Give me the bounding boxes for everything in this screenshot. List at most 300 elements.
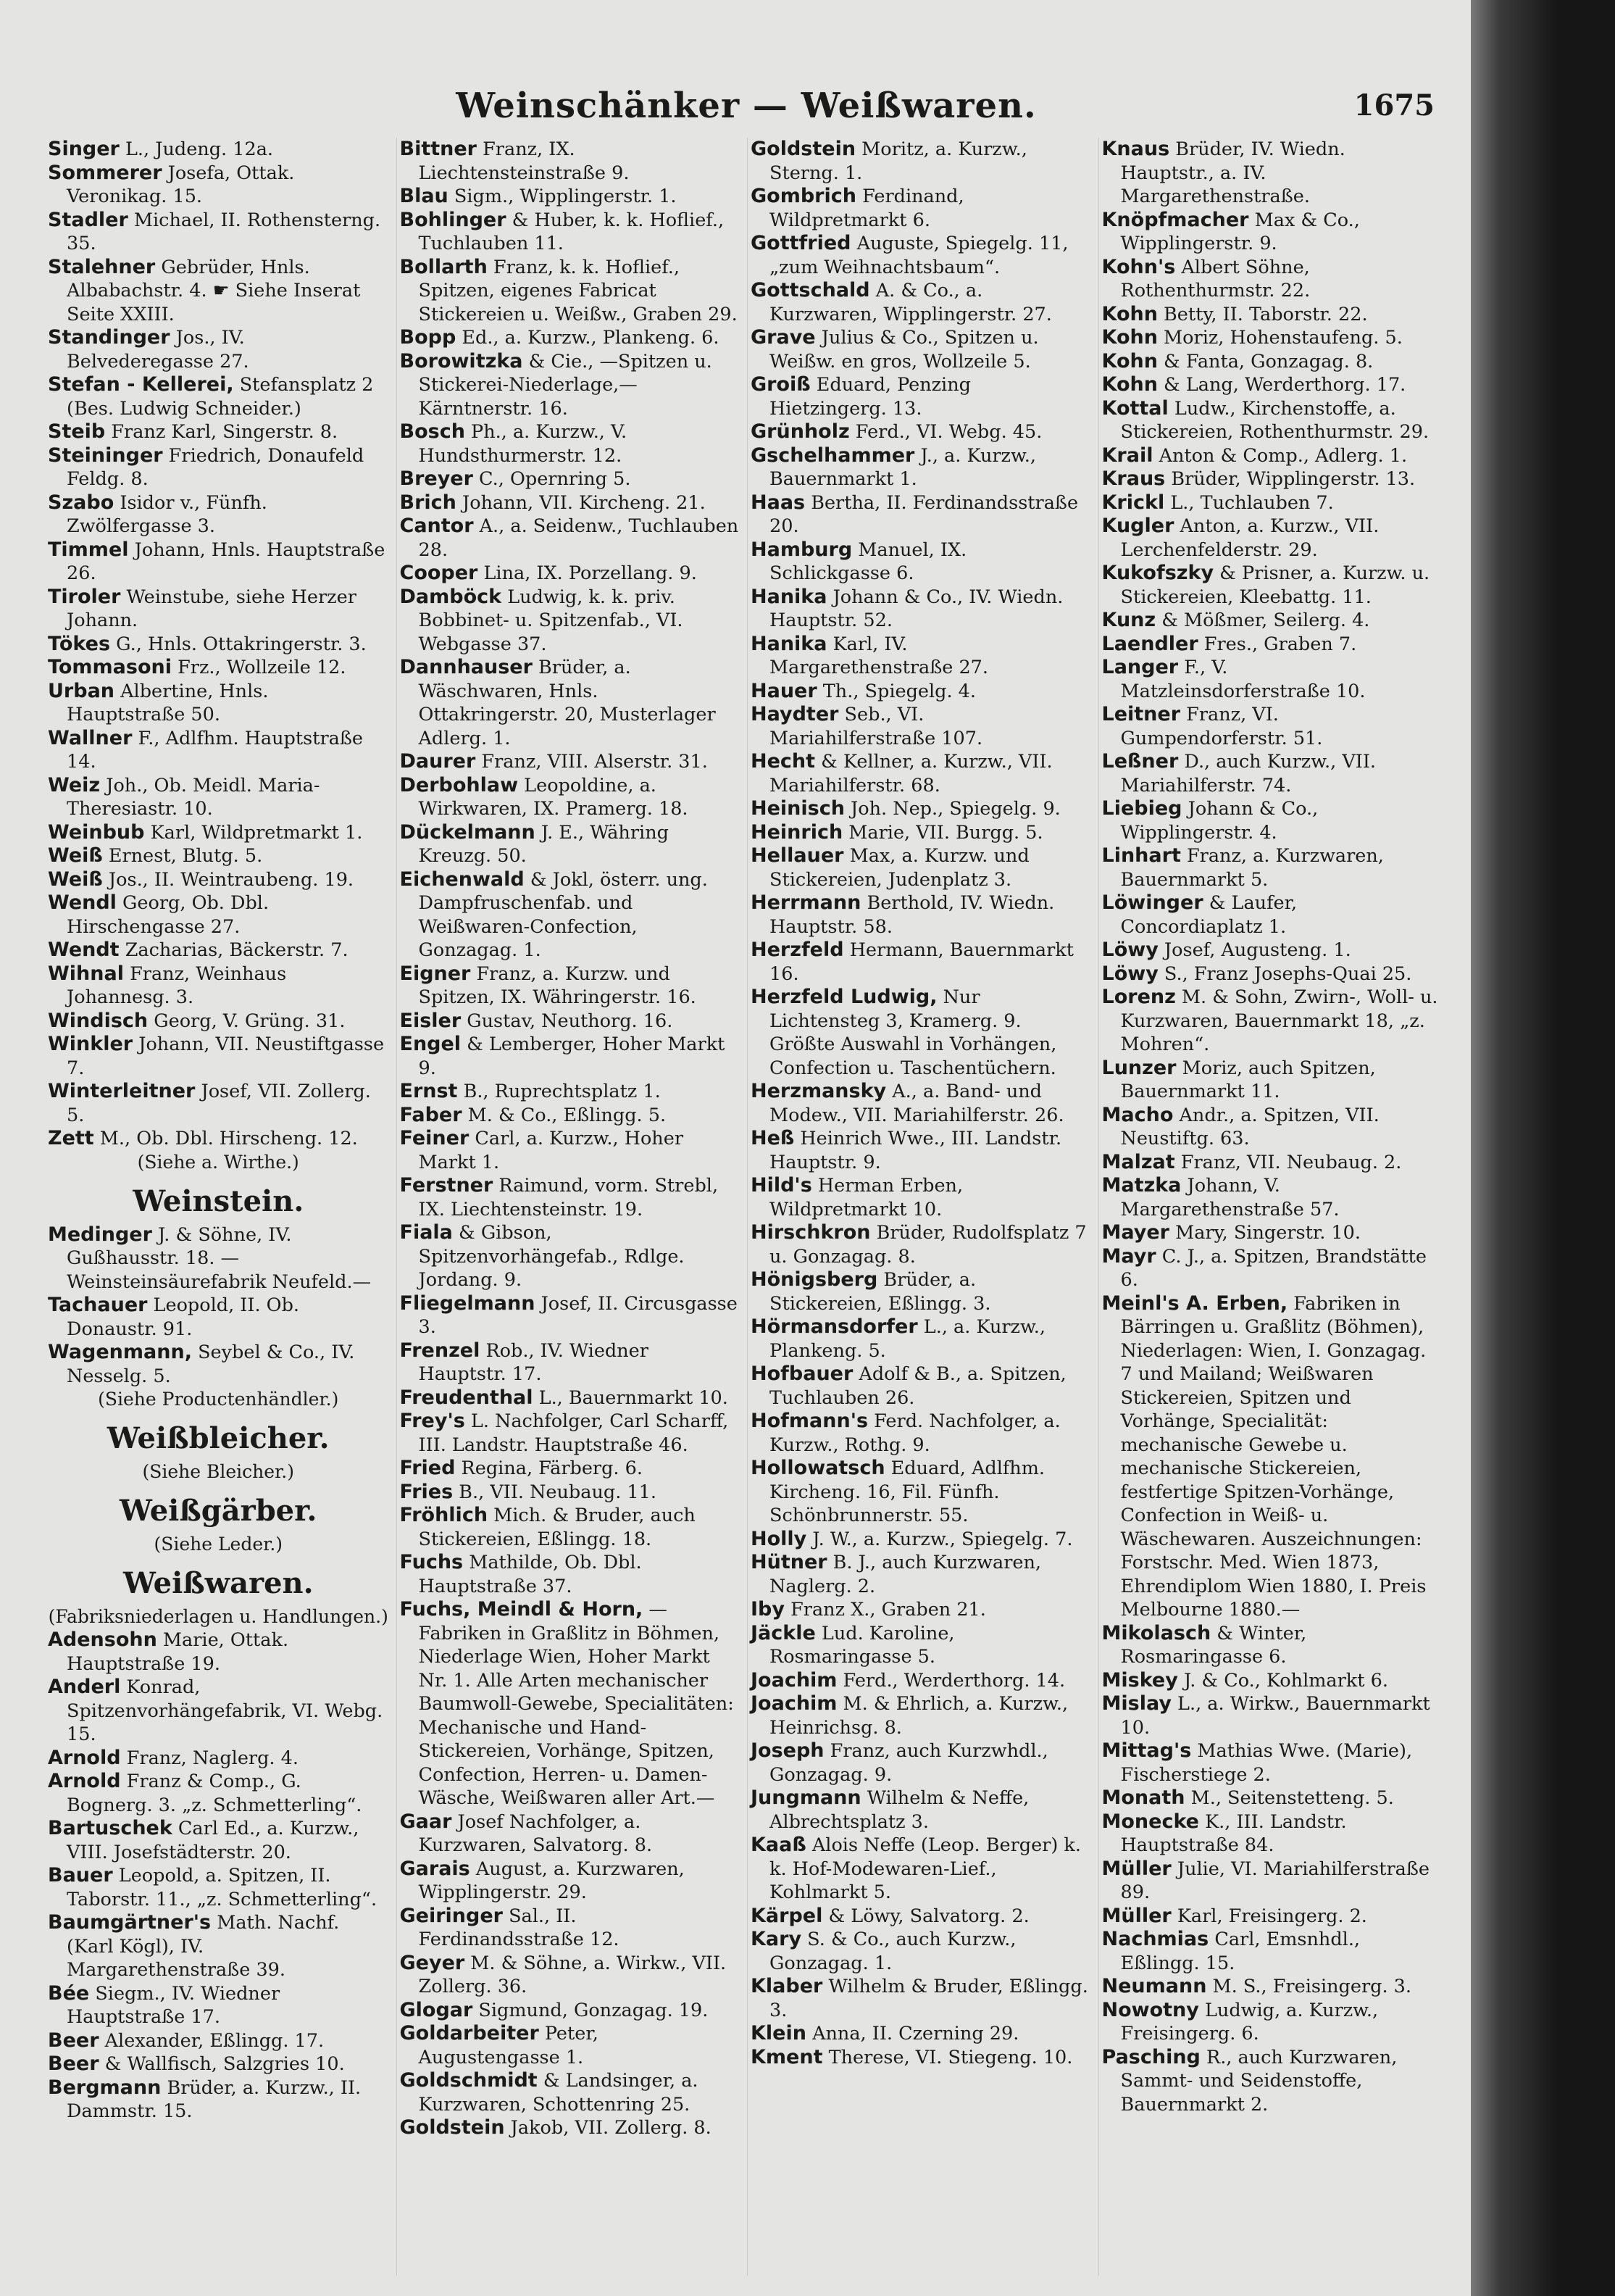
directory-entry	[400, 2022, 740, 2069]
directory-entry	[751, 1174, 1091, 1221]
entry-details: Franz, VI. Gumpendorferstr. 51.	[1120, 704, 1323, 749]
entry-details: Weinstube, siehe Herzer Johann.	[67, 586, 356, 631]
entry-name: Kohn	[1101, 326, 1158, 349]
directory-entry	[1102, 1787, 1443, 1810]
entry-details: K., III. Landstr. Hauptstraße 84.	[1120, 1810, 1347, 1856]
entry-name: Iby	[751, 1598, 785, 1621]
entry-details: L., a. Wirkw., Bauernmarkt 10.	[1120, 1693, 1430, 1739]
directory-entry	[400, 2069, 740, 2116]
entry-details: Fres., Graben 7.	[1198, 633, 1357, 655]
entry-details: Josef, VII. Zollerg. 5.	[67, 1081, 371, 1126]
entry-details: Fabriken in Bärringen u. Graßlitz (Böhmen), Niederlagen: Wien, I. Gonzagag. 7 und Mailand; Weißwaren Stickereien, Spitzen und Vorhänge, Specialität: mechanische Gewebe u. mechanische Stickereien, festfertige Spitzen-Vorhänge, Confection in Weiß- u. Wäschewaren. Auszeichnungen: Forstschr. Med. Wien 1873, Ehrendiplom Wien 1880, I. Preis Melbourne 1880.—	[1120, 1292, 1427, 1621]
entry-name: Hecht	[751, 750, 816, 773]
entry-name: Heinisch	[751, 797, 845, 820]
column-2	[396, 138, 748, 2276]
directory-entry	[1102, 350, 1443, 374]
entry-name: Goldarbeiter	[399, 2022, 539, 2045]
cross-reference-note: (Fabriksniederlagen u. Handlungen.)	[48, 1606, 388, 1627]
entry-name: Wendt	[48, 939, 120, 961]
directory-entry	[1102, 1999, 1443, 2046]
directory-entry	[1102, 373, 1443, 397]
entry-name: Engel	[399, 1033, 462, 1055]
entry-name: Bohlinger	[399, 208, 506, 231]
entry-details: Gebrüder, Hnls. Albabachstr. 4. ☛ Siehe Inserat Seite XXIII.	[67, 256, 361, 325]
entry-name: Holly	[751, 1527, 807, 1550]
entry-details: Ludw., Kirchenstoffe, a. Stickereien, Rothenthurmstr. 29.	[1120, 397, 1430, 443]
directory-entry	[48, 680, 389, 727]
entry-details: & Cie., —Spitzen u. Stickerei-Niederlage,—Kärntnerstr. 16.	[418, 350, 712, 420]
entry-name: Cooper	[399, 562, 478, 584]
directory-entry	[751, 279, 1091, 326]
entry-details: Anna, II. Czerning 29.	[806, 2023, 1019, 2045]
directory-entry	[48, 727, 389, 774]
entry-name: Tiroler	[48, 585, 121, 608]
entry-name: Weiß	[48, 868, 103, 891]
entry-name: Kment	[751, 2045, 823, 2068]
entry-details: & Landsinger, a. Kurzwaren, Schottenring 25.	[418, 2070, 698, 2116]
entry-details: Franz, Naglerg. 4.	[120, 1747, 299, 1769]
entry-name: Kärpel	[751, 1904, 823, 1927]
directory-entry	[751, 1622, 1091, 1669]
entry-name: Zett	[48, 1127, 94, 1149]
entry-name: Ernst	[399, 1080, 458, 1102]
directory-entry	[48, 256, 389, 327]
entry-details: Leopoldine, a. Wirkwaren, IX. Pramerg. 18.	[418, 774, 688, 820]
entry-name: Adensohn	[48, 1629, 157, 1651]
entry-name: Tachauer	[48, 1294, 148, 1316]
entry-details: J. W., a. Kurzw., Spiegelg. 7.	[806, 1528, 1073, 1550]
entry-name: Liebieg	[1101, 797, 1182, 820]
directory-entry	[400, 1858, 740, 1905]
entry-details: Berthold, IV. Wiedn. Hauptstr. 58.	[769, 892, 1055, 938]
entry-details: Johann, Hnls. Hauptstraße 26.	[67, 538, 385, 584]
entry-name: Klaber	[751, 1975, 823, 1997]
entry-name: Stadler	[48, 208, 128, 231]
directory-entry	[48, 138, 389, 162]
directory-entry	[751, 2046, 1091, 2070]
entry-name: Laendler	[1101, 632, 1198, 655]
directory-entry	[400, 1481, 740, 1505]
entry-name: Daurer	[399, 750, 476, 773]
entry-details: Hermann, Bauernmarkt 16.	[769, 939, 1074, 985]
entry-details: M., Ob. Dbl. Hirscheng. 12.	[93, 1128, 358, 1149]
entry-name: Fliegelmann	[399, 1292, 535, 1315]
entry-name: Fröhlich	[399, 1504, 488, 1526]
entry-name: Mayr	[1101, 1244, 1156, 1268]
cross-reference-note: (Siehe Productenhändler.)	[98, 1389, 339, 1410]
entry-details: Siegm., IV. Wiedner Hauptstraße 17.	[67, 1982, 280, 2028]
entry-name: Knaus	[1101, 138, 1170, 160]
entry-name: Lorenz	[1101, 986, 1176, 1008]
directory-entry	[48, 1341, 389, 1388]
directory-entry	[48, 1033, 389, 1080]
directory-entry	[751, 986, 1091, 1080]
directory-entry	[400, 209, 740, 256]
entry-name: Timmel	[48, 538, 129, 561]
entry-name: Hofmann's	[751, 1410, 869, 1432]
entry-details: Manuel, IX. Schlickgasse 6.	[769, 538, 967, 584]
entry-name: Fried	[399, 1457, 456, 1479]
entry-details: Mary, Singerstr. 10.	[1169, 1222, 1361, 1244]
entry-details: Regina, Färberg. 6.	[455, 1457, 643, 1479]
directory-entry	[400, 1457, 740, 1481]
directory-entry	[48, 1223, 389, 1294]
entry-details: Mathias Wwe. (Marie), Fischerstiege 2.	[1120, 1740, 1413, 1786]
entry-details: Franz, VIII. Alserstr. 31.	[475, 751, 708, 773]
directory-entry	[1102, 797, 1443, 844]
entry-details: A. & Co., a. Kurzwaren, Wipplingerstr. 27.	[769, 280, 1052, 325]
entry-details: & Winter, Rosmaringasse 6.	[1120, 1622, 1307, 1668]
directory-entry	[751, 939, 1091, 986]
entry-name: Weiß	[48, 844, 103, 867]
entry-details: L., Judeng. 12a.	[119, 138, 274, 160]
directory-entry	[751, 633, 1091, 680]
entry-details: Zacharias, Bäckerstr. 7.	[119, 939, 349, 961]
directory-entry	[400, 1551, 740, 1598]
directory-entry	[751, 1268, 1091, 1315]
directory-entry	[400, 750, 740, 774]
entry-name: Frenzel	[399, 1339, 480, 1362]
entry-name: Krickl	[1101, 491, 1165, 514]
directory-entry	[1102, 1692, 1443, 1739]
entry-details: Rob., IV. Wiedner Hauptstr. 17.	[418, 1339, 648, 1385]
entry-details: Franz, k. k. Hoflief., Spitzen, eigenes Fabricat Stickereien u. Weißw., Graben 29.	[418, 256, 738, 325]
directory-entry	[1102, 1669, 1443, 1693]
entry-details: R., auch Kurzwaren, Sammt- und Seidenstoffe, Bauernmarkt 2.	[1120, 2046, 1398, 2116]
directory-entry	[1102, 562, 1443, 609]
entry-details: & Laufer, Concordiaplatz 1.	[1120, 892, 1298, 938]
page-title: Weinschänker — Weißwaren.	[456, 86, 1037, 126]
entry-details: Wilhelm & Neffe, Albrechtsplatz 3.	[769, 1787, 1030, 1833]
entry-name: Hamburg	[751, 538, 853, 561]
entry-name: Stalehner	[48, 255, 156, 278]
entry-name: Löwinger	[1101, 891, 1203, 914]
entry-name: Herzfeld	[751, 939, 844, 961]
entry-details: D., auch Kurzw., VII. Mariahilferstr. 74.	[1120, 751, 1377, 796]
entry-name: Damböck	[399, 585, 502, 608]
entry-name: Müller	[1101, 1857, 1172, 1880]
entry-details: Karl, Wildpretmarkt 1.	[144, 821, 363, 844]
entry-details: Andr., a. Spitzen, VII. Neustiftg. 63.	[1120, 1104, 1380, 1149]
directory-entry	[751, 2022, 1091, 2046]
entry-details: Leopold, II. Ob. Donaustr. 91.	[67, 1294, 299, 1340]
entry-name: Winterleitner	[48, 1080, 196, 1102]
entry-details: Johann, VII. Neustiftgasse 7.	[67, 1033, 385, 1079]
directory-entry	[1102, 986, 1443, 1057]
entry-details: Gustav, Neuthorg. 16.	[461, 1010, 673, 1032]
entry-name: Fries	[399, 1480, 454, 1503]
entry-name: Brich	[399, 491, 456, 514]
entry-name: Eisler	[399, 1009, 462, 1032]
directory-entry	[1102, 1928, 1443, 1975]
cross-reference-note: (Siehe Bleicher.)	[142, 1461, 294, 1482]
directory-entry	[1102, 1739, 1443, 1787]
entry-name: Fuchs, Meindl & Horn,	[399, 1598, 643, 1621]
directory-entry	[400, 962, 740, 1010]
directory-entry	[751, 821, 1091, 845]
entry-name: Hirschkron	[751, 1221, 871, 1244]
entry-details: Raimund, vorm. Strebl, IX. Liechtensteinstr. 19.	[418, 1175, 719, 1220]
directory-entry	[1102, 1622, 1443, 1669]
entry-details: Moritz, a. Kurzw., Sterng. 1.	[769, 138, 1027, 184]
entry-details: Carl Ed., a. Kurzw., VIII. Josefstädterstr. 20.	[67, 1818, 359, 1863]
entry-name: Gottfried	[751, 232, 851, 254]
entry-name: Standinger	[48, 326, 170, 349]
entry-details: Ph., a. Kurzw., V. Hundsthurmerstr. 12.	[418, 421, 627, 467]
entry-details: & Wallfisch, Salzgries 10.	[99, 2053, 345, 2075]
entry-name: Stefan - Kellerei,	[48, 373, 234, 396]
entry-details: Anton, a. Kurzw., VII. Lerchenfelderstr. 29.	[1120, 515, 1380, 561]
directory-entry	[751, 680, 1091, 704]
entry-name: Kary	[751, 1928, 802, 1950]
directory-entry	[751, 1528, 1091, 1552]
entry-name: Eichenwald	[399, 868, 525, 891]
entry-details: Johann, VII. Kircheng. 21.	[456, 491, 706, 514]
entry-details: & Gibson, Spitzenvorhängefab., Rdlge. Jordang. 9.	[418, 1222, 685, 1291]
directory-entry	[400, 1339, 740, 1386]
entry-name: Gombrich	[751, 185, 856, 207]
entry-name: Windisch	[48, 1009, 149, 1032]
entry-details: Ludwig, a. Kurzw., Freisingerg. 6.	[1120, 1999, 1379, 2045]
directory-entry	[400, 350, 740, 421]
entry-details: Josef Nachfolger, a. Kurzwaren, Salvatorg. 8.	[418, 1810, 653, 1856]
directory-entry	[751, 1551, 1091, 1598]
entry-name: Macho	[1101, 1103, 1174, 1126]
entry-details: L. Nachfolger, Carl Scharff, III. Landstr. Hauptstraße 46.	[418, 1410, 729, 1456]
entry-details: Josefa, Ottak. Veronikag. 15.	[67, 162, 295, 207]
directory-entry	[751, 538, 1091, 586]
entry-name: Wagenmann,	[48, 1341, 192, 1363]
entry-name: Weiz	[48, 773, 101, 796]
entry-details: Heinrich Wwe., III. Landstr. Hauptstr. 9.	[769, 1128, 1062, 1173]
entry-name: Tommasoni	[48, 656, 172, 678]
entry-details: Franz, IX. Liechtensteinstraße 9.	[418, 138, 630, 184]
entry-name: Bergmann	[48, 2076, 162, 2099]
entry-details: & Jokl, österr. ung. Dampfruschenfab. und Weißwaren-Confection, Gonzagag. 1.	[418, 868, 708, 961]
entry-details: Auguste, Spiegelg. 11, „zum Weihnachtsbaum“.	[769, 233, 1069, 278]
directory-entry	[751, 1221, 1091, 1268]
directory-entry	[400, 420, 740, 467]
entry-name: Kugler	[1101, 515, 1174, 537]
entry-name: Löwy	[1101, 962, 1159, 985]
directory-entry	[48, 1629, 389, 1676]
directory-entry	[400, 656, 740, 750]
directory-entry	[751, 1410, 1091, 1457]
entry-details: Ferd., Werderthorg. 14.	[837, 1669, 1066, 1692]
entry-details: Betty, II. Taborstr. 22.	[1157, 303, 1368, 325]
entry-details: Isidor v., Fünfh. Zwölfergasse 3.	[67, 491, 267, 537]
directory-entry	[48, 2052, 389, 2076]
entry-name: Gottschald	[751, 279, 870, 301]
entry-name: Wendl	[48, 891, 117, 914]
directory-entry	[751, 1739, 1091, 1787]
entry-details: August, a. Kurzwaren, Wipplingerstr. 29.	[418, 1858, 685, 1903]
entry-details: A., a. Band- und Modew., VII. Mariahilferstr. 26.	[769, 1081, 1064, 1126]
entry-name: Grave	[751, 326, 816, 349]
section-heading: Weißbleicher.	[107, 1421, 330, 1455]
entry-name: Kraus	[1101, 467, 1166, 490]
cross-reference-note: (Siehe a. Wirthe.)	[137, 1151, 299, 1173]
entry-details: Marie, VII. Burgg. 5.	[843, 821, 1043, 844]
directory-entry	[400, 1598, 740, 1810]
directory-entry	[751, 1834, 1091, 1905]
directory-entry	[48, 1010, 389, 1033]
directory-entry	[1102, 1858, 1443, 1905]
entry-name: Dückelmann	[399, 820, 535, 844]
entry-name: Eigner	[399, 962, 471, 985]
entry-details: Adolf & B., a. Spitzen, Tuchlauben 26.	[769, 1363, 1067, 1409]
entry-name: Linhart	[1101, 844, 1181, 867]
entry-name: Cantor	[399, 515, 474, 537]
directory-entry	[751, 797, 1091, 821]
entry-details: Max & Co., Wipplingerstr. 9.	[1120, 209, 1360, 254]
entry-details: Franz, a. Kurzw. und Spitzen, IX. Währingerstr. 16.	[418, 962, 696, 1008]
directory-entry	[751, 1669, 1091, 1693]
directory-entry	[1102, 397, 1443, 444]
entry-details: Seb., VI. Mariahilferstraße 107.	[769, 704, 983, 749]
entry-details: M. & Söhne, a. Wirkw., VII. Zollerg. 36.	[418, 1952, 727, 1997]
entry-details: Frz., Wollzeile 12.	[171, 657, 346, 678]
entry-name: Jäckle	[751, 1621, 816, 1644]
directory-entry	[1102, 844, 1443, 891]
directory-entry	[1102, 1174, 1443, 1221]
directory-entry	[400, 1952, 740, 1999]
directory-entry	[48, 209, 389, 256]
section-heading: Weißgärber.	[120, 1494, 317, 1528]
entry-details: Ferd. Nachfolger, a. Kurzw., Rothg. 9.	[769, 1410, 1061, 1456]
entry-details: F., Adlfhm. Hauptstraße 14.	[67, 727, 363, 773]
entry-name: Derbohlaw	[399, 773, 519, 796]
entry-details: Carl, a. Kurzw., Hoher Markt 1.	[418, 1128, 684, 1173]
entry-details: Marie, Ottak. Hauptstraße 19.	[67, 1629, 289, 1675]
column-4	[1098, 138, 1450, 2276]
entry-details: M. & Ehrlich, a. Kurzw., Heinrichsg. 8.	[769, 1693, 1069, 1739]
directory-columns	[45, 138, 1449, 2276]
entry-name: Meinl's A. Erben,	[1101, 1292, 1288, 1315]
entry-details: Julius & Co., Spitzen u. Weißw. en gros, Wollzeile 5.	[769, 327, 1039, 373]
entry-details: Johann, V. Margarethenstraße 57.	[1120, 1175, 1340, 1220]
entry-details: Mathilde, Ob. Dbl. Hauptstraße 37.	[418, 1552, 642, 1597]
directory-entry	[400, 1033, 740, 1080]
entry-details: Franz & Comp., G. Bognerg. 3. „z. Schmetterling“.	[67, 1771, 362, 1816]
entry-name: Faber	[399, 1103, 462, 1126]
directory-entry	[751, 1598, 1091, 1622]
entry-name: Gschelhammer	[751, 444, 915, 467]
directory-entry	[1102, 515, 1443, 562]
entry-name: Hörmansdorfer	[751, 1315, 918, 1338]
entry-details: Brüder, IV. Wiedn. Hauptstr., a. IV. Margarethenstraße.	[1120, 138, 1345, 207]
entry-name: Langer	[1101, 656, 1179, 678]
entry-name: Krail	[1101, 444, 1153, 467]
entry-details: Franz, Weinhaus Johannesg. 3.	[67, 962, 287, 1008]
directory-entry	[1102, 326, 1443, 350]
entry-name: Steininger	[48, 444, 163, 467]
directory-entry	[48, 1080, 389, 1127]
directory-entry	[751, 491, 1091, 538]
entry-details: F., V. Matzleinsdorferstraße 10.	[1120, 657, 1366, 702]
directory-entry	[400, 1905, 740, 1952]
page-number: 1675	[1353, 88, 1435, 122]
column-3	[747, 138, 1098, 2276]
directory-entry	[1102, 491, 1443, 515]
directory-entry	[400, 1810, 740, 1858]
entry-name: Mikolasch	[1101, 1621, 1211, 1644]
directory-entry	[48, 1982, 389, 2029]
directory-entry	[1102, 303, 1443, 327]
section-heading: Weinstein.	[133, 1184, 304, 1218]
entry-name: Hollowatsch	[751, 1457, 885, 1479]
entry-name: Bée	[48, 1981, 90, 2005]
entry-details: Karl, IV. Margarethenstraße 27.	[769, 633, 989, 678]
entry-details: Jakob, VII. Zollerg. 8.	[504, 2117, 711, 2139]
directory-entry	[48, 2076, 389, 2124]
entry-details: & Löwy, Salvatorg. 2.	[822, 1905, 1030, 1927]
directory-entry	[751, 1080, 1091, 1127]
entry-details: C. J., a. Spitzen, Brandstätte 6.	[1120, 1245, 1427, 1291]
entry-name: Geiringer	[399, 1904, 503, 1927]
entry-name: Bollarth	[399, 255, 488, 278]
directory-entry	[48, 491, 389, 538]
entry-details: Nur Lichtensteg 3, Kramerg. 9. Größte Auswahl in Vorhängen, Confection u. Taschentüchern.	[769, 986, 1057, 1079]
entry-name: Mislay	[1101, 1692, 1172, 1715]
entry-details: Joh. Nep., Spiegelg. 9.	[844, 798, 1061, 820]
entry-name: Kohn's	[1101, 255, 1176, 278]
entry-details: B., VII. Neubaug. 11.	[453, 1481, 656, 1503]
entry-details: J. E., Währing Kreuzg. 50.	[418, 821, 669, 867]
directory-entry	[1102, 633, 1443, 657]
entry-name: Hellauer	[751, 844, 844, 867]
entry-details: Sigmund, Gonzagag. 19.	[472, 1999, 709, 2021]
page-header	[43, 86, 1449, 136]
entry-name: Haas	[751, 491, 806, 514]
entry-name: Szabo	[48, 491, 114, 514]
directory-entry	[400, 1221, 740, 1292]
directory-entry	[400, 491, 740, 515]
entry-name: Leitner	[1101, 703, 1181, 725]
directory-entry	[1102, 1104, 1443, 1151]
directory-entry	[400, 1386, 740, 1410]
entry-details: & Mößmer, Seilerg. 4.	[1156, 610, 1370, 631]
entry-name: Klein	[751, 2022, 806, 2045]
entry-name: Singer	[48, 138, 120, 160]
directory-entry	[1102, 1810, 1443, 1858]
entry-name: Joseph	[751, 1739, 825, 1762]
directory-entry	[48, 1864, 389, 1911]
entry-details: M. & Sohn, Zwirn-, Woll- u. Kurzwaren, Bauernmarkt 18, „z. Mohren“.	[1120, 986, 1438, 1055]
directory-entry	[400, 1127, 740, 1174]
directory-entry	[1102, 703, 1443, 750]
entry-details: S. & Co., auch Kurzw., Gonzagag. 1.	[769, 1929, 1017, 1974]
entry-details: Herman Erben, Wildpretmarkt 10.	[769, 1175, 964, 1220]
entry-name: Herzmansky	[751, 1080, 887, 1102]
entry-name: Hild's	[751, 1174, 812, 1197]
directory-entry	[1102, 209, 1443, 256]
entry-name: Arnold	[48, 1746, 121, 1769]
scan-edge-shadow	[1471, 0, 1615, 2296]
entry-details: B. J., auch Kurzwaren, Naglerg. 2.	[769, 1552, 1042, 1597]
entry-name: Sommerer	[48, 161, 162, 184]
entry-details: Franz, a. Kurzwaren, Bauernmarkt 5.	[1120, 845, 1384, 891]
directory-entry	[751, 232, 1091, 279]
entry-name: Joachim	[751, 1668, 838, 1692]
entry-name: Bopp	[399, 326, 456, 349]
entry-details: L., Bauernmarkt 10.	[533, 1386, 728, 1409]
directory-entry	[48, 821, 389, 845]
entry-name: Fiala	[399, 1221, 453, 1244]
entry-name: Wallner	[48, 726, 133, 749]
entry-name: Arnold	[48, 1770, 121, 1792]
entry-name: Goldschmidt	[399, 2069, 538, 2092]
